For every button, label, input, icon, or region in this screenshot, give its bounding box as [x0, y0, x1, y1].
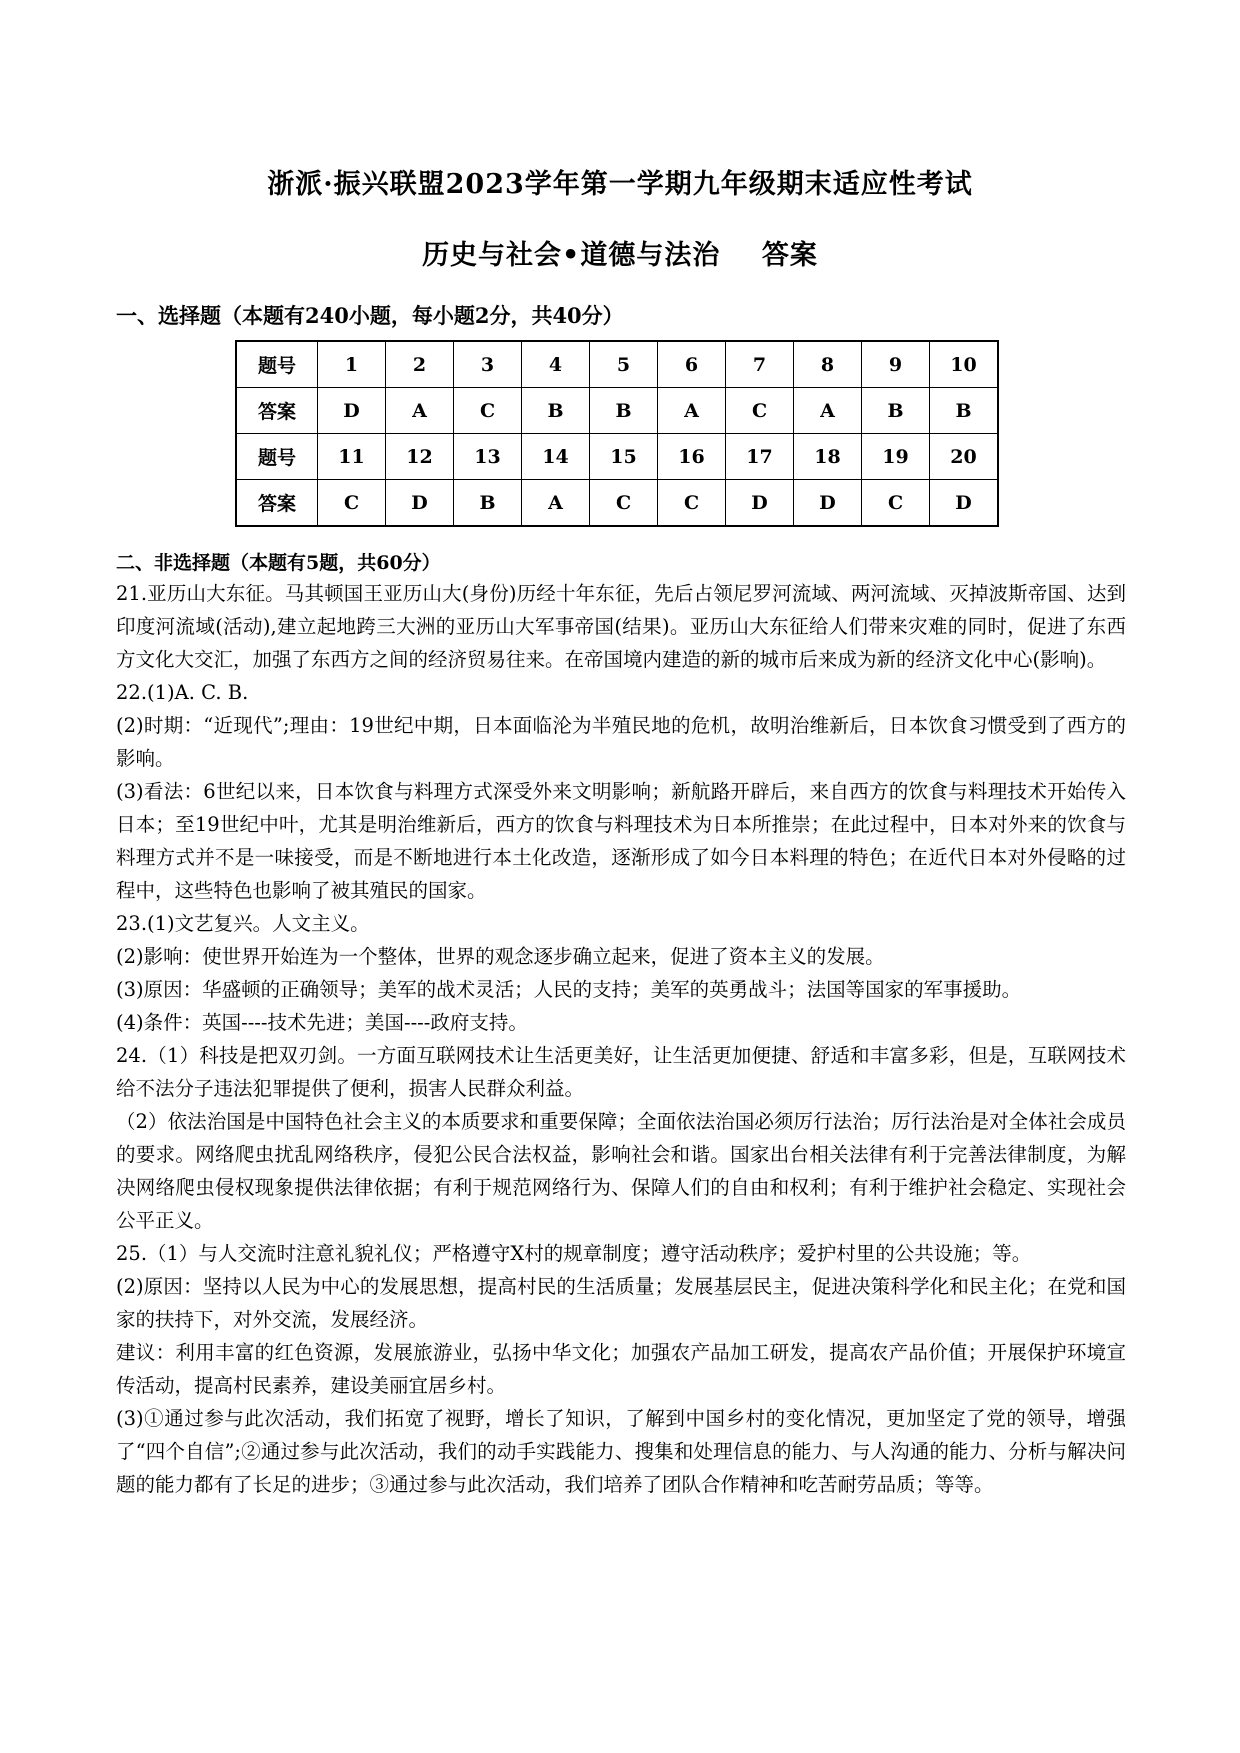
answer-paragraph: (3)原因：华盛顿的正确领导；美军的战术灵活；人民的支持；美军的英勇战斗；法国等国家的军事援助。	[116, 978, 1022, 1001]
section-1-heading: 一、选择题（本题有240小题，每小题2分，共40分）	[116, 303, 624, 328]
question-number-cell: 20	[930, 434, 999, 480]
row-label: 答案	[236, 388, 318, 434]
answer-table	[235, 340, 999, 527]
section-2-heading: 二、非选择题（本题有5题，共60分）	[116, 552, 441, 574]
answer-cell: A	[522, 480, 590, 527]
answer-row	[236, 388, 998, 434]
answer-cell: A	[658, 388, 726, 434]
document-subtitle: 历史与社会•道德与法治 答案	[422, 240, 818, 271]
question-number-row	[236, 341, 998, 388]
question-number-cell: 9	[862, 341, 930, 388]
question-number-cell: 8	[794, 341, 862, 388]
answer-cell: C	[454, 388, 522, 434]
question-number-row	[236, 434, 998, 480]
question-number-cell: 14	[522, 434, 590, 480]
row-label: 答案	[236, 480, 318, 527]
question-number-cell: 11	[318, 434, 386, 480]
answer-cell: C	[862, 480, 930, 527]
question-number-cell: 2	[386, 341, 454, 388]
question-number-cell: 3	[454, 341, 522, 388]
answer-cell: B	[522, 388, 590, 434]
answer-paragraph: (2)时期：“近现代”;理由：19世纪中期，日本面临沦为半殖民地的危机，故明治维新后，日本饮食习惯受到了西方的影响。	[116, 714, 1126, 770]
question-number-cell: 6	[658, 341, 726, 388]
question-number-cell: 13	[454, 434, 522, 480]
question-number-cell: 17	[726, 434, 794, 480]
answer-cell: C	[726, 388, 794, 434]
question-number-cell: 5	[590, 341, 658, 388]
answer-cell: C	[318, 480, 386, 527]
question-number-cell: 10	[930, 341, 999, 388]
answer-body-text	[116, 577, 1126, 1501]
row-label: 题号	[236, 434, 318, 480]
question-number-cell: 15	[590, 434, 658, 480]
answer-cell: D	[726, 480, 794, 527]
answer-paragraph: (3)看法：6世纪以来，日本饮食与料理方式深受外来文明影响；新航路开辟后，来自西方的饮食与料理技术开始传入日本；至19世纪中叶，尤其是明治维新后，西方的饮食与料理技术为日本所推崇；在此过程中，日本对外来的饮食与料理方式并不是一味接受，而是不断地进行本土化改造，逐渐形成了如今日本料理的特色；在近代日本对外侵略的过程中，这些特色也影响了被其殖民的国家。	[116, 780, 1126, 902]
question-number-cell: 1	[318, 341, 386, 388]
document-title: 浙派·振兴联盟2023学年第一学期九年级期末适应性考试	[267, 169, 973, 200]
answer-cell: C	[590, 480, 658, 527]
answer-cell: B	[590, 388, 658, 434]
question-number-cell: 4	[522, 341, 590, 388]
answer-paragraph: (4)条件：英国----技术先进；美国----政府支持。	[116, 1011, 528, 1034]
answer-paragraph: (2)影响：使世界开始连为一个整体，世界的观念逐步确立起来，促进了资本主义的发展。	[116, 945, 885, 968]
answer-paragraph: 23.(1)文艺复兴。人文主义。	[116, 912, 370, 935]
question-number-cell: 18	[794, 434, 862, 480]
row-label: 题号	[236, 341, 318, 388]
answer-cell: B	[862, 388, 930, 434]
answer-paragraph: 建议：利用丰富的红色资源，发展旅游业，弘扬中华文化；加强农产品加工研发，提高农产品价值；开展保护环境宣传活动，提高村民素养，建设美丽宜居乡村。	[116, 1341, 1126, 1397]
answer-cell: D	[318, 388, 386, 434]
answer-cell: B	[454, 480, 522, 527]
question-number-cell: 19	[862, 434, 930, 480]
question-number-cell: 12	[386, 434, 454, 480]
answer-cell: A	[386, 388, 454, 434]
answer-paragraph: (3)①通过参与此次活动，我们拓宽了视野，增长了知识，了解到中国乡村的变化情况，更加坚定了党的领导，增强了“四个自信”;②通过参与此次活动，我们的动手实践能力、搜集和处理信息的能力、与人沟通的能力、分析与解决问题的能力都有了长足的进步；③通过参与此次活动，我们培养了团队合作精神和吃苦耐劳品质；等等。	[116, 1407, 1126, 1496]
answer-cell: C	[658, 480, 726, 527]
answer-cell: D	[386, 480, 454, 527]
answer-row	[236, 480, 998, 527]
answer-cell: D	[930, 480, 999, 527]
answer-cell: D	[794, 480, 862, 527]
question-number-cell: 7	[726, 341, 794, 388]
answer-paragraph: （2）依法治国是中国特色社会主义的本质要求和重要保障；全面依法治国必须厉行法治；厉行法治是对全体社会成员的要求。网络爬虫扰乱网络秩序，侵犯公民合法权益，影响社会和谐。国家出台相关法律有利于完善法律制度，为解决网络爬虫侵权现象提供法律依据；有利于规范网络行为、保障人们的自由和权利；有利于维护社会稳定、实现社会公平正义。	[116, 1110, 1126, 1232]
answer-paragraph: 21.亚历山大东征。马其顿国王亚历山大(身份)历经十年东征，先后占领尼罗河流域、两河流域、灭掉波斯帝国、达到印度河流域(活动),建立起地跨三大洲的亚历山大军事帝国(结果)。亚历山大东征给人们带来灾难的同时，促进了东西方文化大交汇，加强了东西方之间的经济贸易往来。在帝国境内建造的新的城市后来成为新的经济文化中心(影响)。	[116, 582, 1126, 671]
answer-paragraph: 25.（1）与人交流时注意礼貌礼仪；严格遵守X村的规章制度；遵守活动秩序；爱护村里的公共设施；等。	[116, 1242, 1032, 1265]
answer-paragraph: 24.（1）科技是把双刃剑。一方面互联网技术让生活更美好，让生活更加便捷、舒适和丰富多彩，但是，互联网技术给不法分子违法犯罪提供了便利，损害人民群众利益。	[116, 1044, 1126, 1100]
question-number-cell: 16	[658, 434, 726, 480]
answer-paragraph: 22.(1)A. C. B.	[116, 681, 249, 704]
answer-paragraph: (2)原因：坚持以人民为中心的发展思想，提高村民的生活质量；发展基层民主，促进决策科学化和民主化；在党和国家的扶持下，对外交流，发展经济。	[116, 1275, 1126, 1331]
answer-cell: B	[930, 388, 999, 434]
answer-cell: A	[794, 388, 862, 434]
